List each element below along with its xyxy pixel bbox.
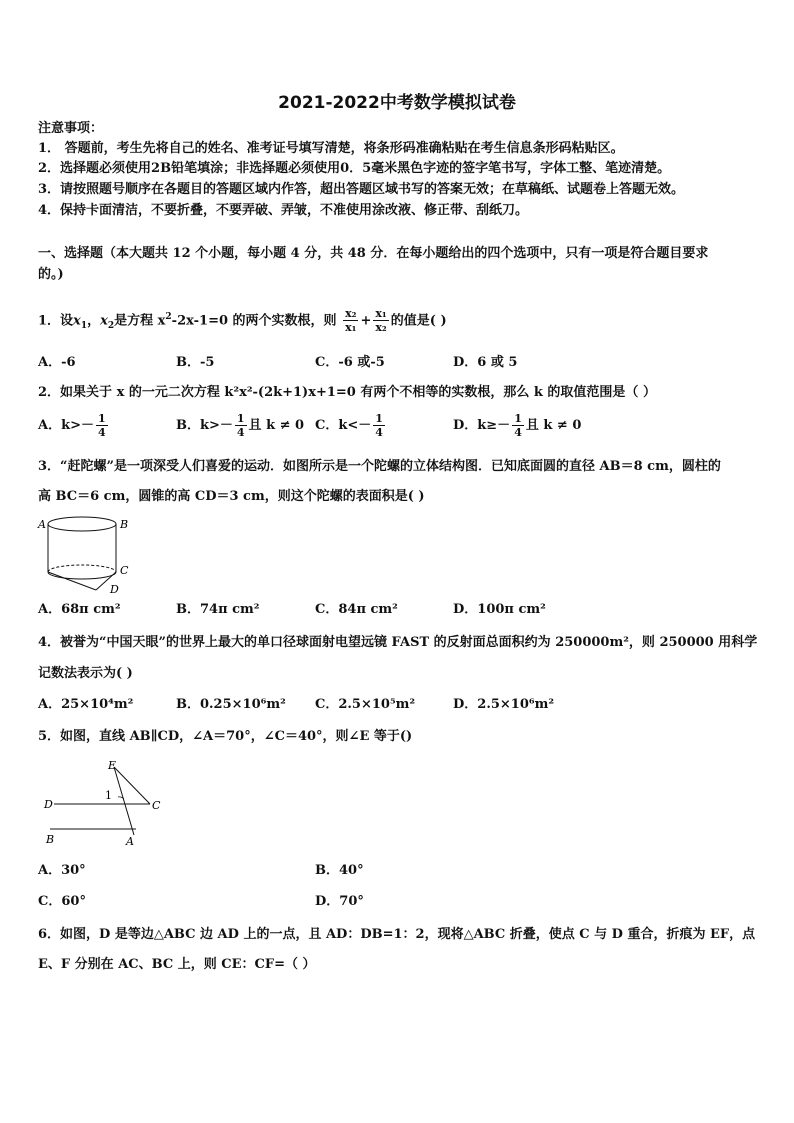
q1-comma: ， — [87, 313, 101, 329]
q3-option-a[interactable]: A．68π cm² — [38, 602, 121, 617]
fig5-label-a: A — [126, 835, 134, 848]
q1-plus: + — [360, 313, 372, 329]
q1-text-pre: 1．设 — [38, 313, 74, 329]
q1-fraction-1: $\frac{\text{x₂}}{\text{x₁}}$ — [345, 307, 357, 335]
q3-option-c[interactable]: C．84π cm² — [315, 602, 398, 617]
question-3-line2: 高 BC＝6 cm，圆锥的高 CD＝3 cm，则这个陀螺的表面积是( ) — [38, 489, 425, 504]
fig5-label-c: C — [152, 799, 161, 812]
q2a-fraction: $\frac{1}{4}$ — [98, 412, 106, 439]
page-title: 2021-2022中考数学模拟试卷 — [278, 93, 516, 113]
q3-option-b[interactable]: B．74π cm² — [176, 602, 260, 617]
fig3-label-c: C — [120, 564, 129, 577]
q1-text-eq: -2x-1=0 的两个实数根，则 — [171, 313, 337, 329]
q2c-fraction: $\frac{1}{4}$ — [375, 412, 383, 439]
q1-option-a[interactable]: A．-6 — [38, 355, 76, 370]
question-6-line1: 6．如图，D 是等边△ABC 边 AD 上的一点，且 AD：DB=1：2，现将△ABC 折叠，使点 C 与 D 重合，折痕为 EF，点 — [38, 927, 756, 942]
q2-option-a[interactable]: A．k>－ $\frac{1}{4}$ — [38, 412, 106, 439]
fig5-label-d: D — [44, 798, 53, 811]
notice-item-2: 2．选择题必须使用2B铅笔填涂；非选择题必须使用0．5毫米黑色字迹的签字笔书写，字体工整、笔迹清楚。 — [38, 161, 671, 176]
q5-option-d[interactable]: D．70° — [315, 894, 364, 909]
q1-x1: x — [73, 313, 81, 329]
fig5-label-1: 1 — [105, 789, 112, 802]
q1-text-mid: 是方程 x — [114, 313, 166, 329]
section-heading-line1: 一、选择题（本大题共 12 个小题，每小题 4 分，共 48 分．在每小题给出的四个选项中，只有一项是符合题目要求 — [38, 246, 709, 261]
section-heading-line2: 的。) — [38, 267, 64, 282]
fig5-label-b: B — [46, 833, 55, 846]
q5-option-b[interactable]: B．40° — [315, 863, 364, 878]
notice-item-4: 4．保持卡面清洁，不要折叠，不要弄破、弄皱，不准使用涂改液、修正带、刮纸刀。 — [38, 203, 529, 218]
q1-fraction-2: $\frac{\text{x₁}}{\text{x₂}}$ — [375, 307, 387, 335]
q5-option-a[interactable]: A．30° — [38, 863, 86, 878]
q5-option-c[interactable]: C．60° — [38, 894, 86, 909]
q3-option-d[interactable]: D．100π cm² — [453, 602, 546, 617]
q4-option-a[interactable]: A．25×10⁴m² — [38, 697, 134, 712]
notice-heading: 注意事项： — [38, 121, 104, 136]
q1-x2-sub: 2 — [107, 320, 115, 331]
fig3-label-a: A — [38, 518, 46, 531]
notice-item-1: 1． 答题前，考生先将自己的姓名、准考证号填写清楚，将条形码准确粘贴在考生信息条形码粘贴区。 — [38, 141, 624, 156]
q4-option-b[interactable]: B．0.25×10⁶m² — [176, 697, 286, 712]
notice-item-3: 3．请按照题号顺序在各题目的答题区域内作答，超出答题区域书写的答案无效；在草稿纸、试题卷上答题无效。 — [38, 182, 685, 197]
fig3-label-d: D — [110, 583, 119, 596]
q2-option-b[interactable]: B．k>－ $\frac{1}{4}$ 且 k ≠ 0 — [176, 412, 305, 439]
q2d-fraction: $\frac{1}{4}$ — [514, 412, 522, 439]
q1-sup: 2 — [165, 312, 172, 322]
fig5-label-e: E — [108, 759, 117, 772]
question-5-stem: 5．如图，直线 AB∥CD，∠A＝70°，∠C＝40°，则∠E 等于() — [38, 729, 413, 744]
q1-x2: x — [100, 313, 108, 329]
q1-x1-sub: 1 — [80, 320, 88, 331]
spinning-top-figure — [36, 512, 136, 598]
q1-text-post: 的值是( ) — [390, 313, 447, 329]
q1-option-b[interactable]: B．-5 — [176, 355, 215, 370]
question-6-line2: E、F 分别在 AC、BC 上，则 CE：CF=（ ） — [38, 957, 316, 972]
q4-option-c[interactable]: C．2.5×10⁵m² — [315, 697, 416, 712]
question-1-stem — [38, 304, 447, 339]
parallel-lines-figure — [40, 757, 170, 849]
question-4-line1: 4．被誉为“中国天眼”的世界上最大的单口径球面射电望远镜 FAST 的反射面总面积约为 250000m²，则 250000 用科学 — [38, 635, 758, 650]
question-2-stem: 2．如果关于 x 的一元二次方程 k²x²-(2k+1)x+1=0 有两个不相等的实数根，那么 k 的取值范围是（ ） — [38, 385, 656, 400]
question-4-line2: 记数法表示为( ) — [38, 666, 133, 681]
q2b-fraction: $\frac{1}{4}$ — [236, 412, 245, 439]
q2-option-d[interactable]: D．k≥－ $\frac{1}{4}$ 且 k ≠ 0 — [453, 412, 582, 439]
fig3-label-b: B — [120, 518, 129, 531]
q2-option-c[interactable]: C．k<－ $\frac{1}{4}$ — [315, 412, 383, 439]
q4-option-d[interactable]: D．2.5×10⁶m² — [453, 697, 555, 712]
q1-option-d[interactable]: D．6 或 5 — [453, 355, 518, 370]
question-3-line1: 3．“赶陀螺”是一项深受人们喜爱的运动．如图所示是一个陀螺的立体结构图．已知底面圆的直径 AB＝8 cm，圆柱的 — [38, 459, 721, 474]
q1-option-c[interactable]: C．-6 或-5 — [315, 355, 385, 370]
